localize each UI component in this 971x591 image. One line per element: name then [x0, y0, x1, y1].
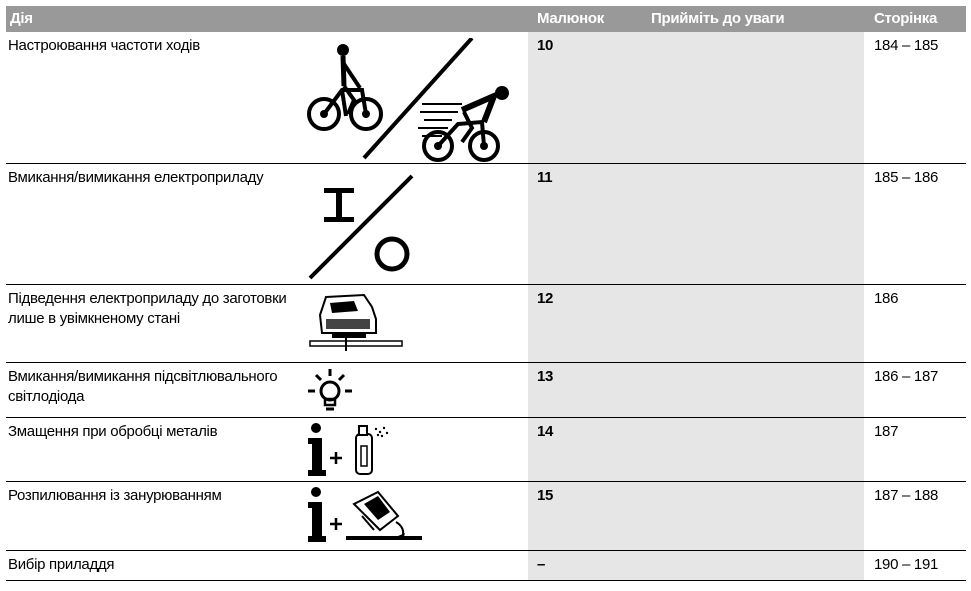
row-figure: 11 — [537, 169, 553, 186]
row-page: 185 – 186 — [874, 169, 939, 186]
row-page: 190 – 191 — [874, 556, 939, 573]
row-figure: 15 — [537, 487, 554, 504]
table-row — [6, 32, 966, 164]
table-header — [6, 6, 966, 32]
table-row — [6, 551, 966, 581]
table-row — [6, 285, 966, 363]
jigsaw-icon — [306, 289, 406, 359]
row-action: Підведення електроприладу до заготовки лише в увімкненому стані — [8, 290, 287, 327]
row-action: Змащення при обробці металів — [8, 423, 218, 440]
info-lubricant-icon — [306, 422, 396, 478]
on-off-icon — [306, 170, 416, 280]
header-note: Прийміть до уваги — [651, 10, 785, 27]
table-row — [6, 164, 966, 285]
header-figure: Малюнок — [537, 10, 604, 27]
row-figure: – — [537, 556, 546, 573]
row-action: Вмикання/вимикання електроприладу — [8, 169, 264, 186]
row-figure: 10 — [537, 37, 554, 54]
row-action: Розпилювання із занурюванням — [8, 487, 222, 504]
instructions-table — [6, 6, 966, 581]
table-row — [6, 418, 966, 482]
row-page: 187 – 188 — [874, 487, 939, 504]
row-action: Вмикання/вимикання підсвітлювального світлодіода — [8, 368, 278, 405]
table-row — [6, 363, 966, 418]
row-figure: 12 — [537, 290, 554, 307]
row-page: 184 – 185 — [874, 37, 939, 54]
row-figure: 13 — [537, 368, 554, 385]
info-plunge-cut-icon — [306, 486, 426, 546]
bicycle-speed-icon — [302, 38, 512, 163]
header-action: Дія — [10, 10, 33, 27]
row-page: 187 — [874, 423, 899, 440]
row-figure: 14 — [537, 423, 554, 440]
row-action: Вибір приладдя — [8, 556, 115, 573]
light-bulb-icon — [306, 367, 354, 413]
row-page: 186 – 187 — [874, 368, 939, 385]
row-page: 186 — [874, 290, 899, 307]
table-row — [6, 482, 966, 551]
row-action: Настроювання частоти ходів — [8, 37, 200, 54]
header-page: Сторінка — [874, 10, 937, 27]
